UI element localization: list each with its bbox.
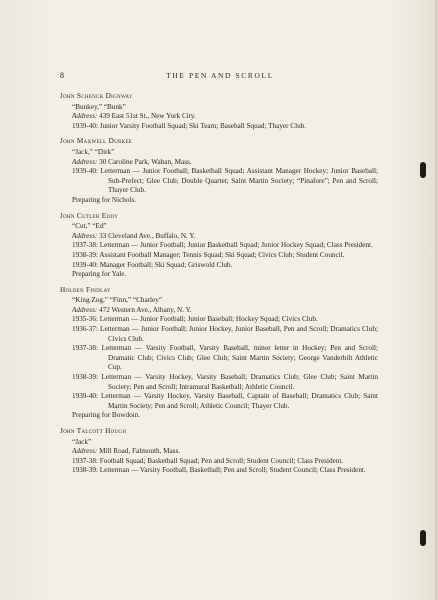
activity-record: 1937-38: Letterman — Varsity Football, Varsity Baseball, minor letter in Hockey; Pen and Scroll; Dramatic Club; Civics Club; Glee Club; Saint Martin Society; George Vanderbilt Athletic Cup.	[72, 344, 378, 372]
student-address-line	[60, 158, 378, 168]
student-name: John Schenck Dignway	[60, 92, 133, 100]
binder-hole	[420, 530, 426, 546]
activity-record: 1937-38: Football Squad; Basketball Squad; Pen and Scroll; Student Council; Class President.	[72, 456, 344, 465]
student-entry	[60, 427, 378, 476]
activity-record: 1939-40: Letterman — Varsity Hockey, Varsity Baseball, Captain of Baseball; Dramatics Club; Saint Martin Society; Pen and Scroll; Athletic Council; Thayer Club.	[72, 392, 378, 410]
student-name: John Maxwell Durkee	[60, 137, 133, 146]
running-header	[60, 71, 380, 83]
student-nickname: “Cut,” “Ed”	[72, 222, 107, 231]
student-entry	[60, 137, 378, 205]
student-entry	[60, 92, 378, 131]
college-prep-note: Preparing for Nichols.	[72, 195, 137, 204]
address-label: Address:	[72, 231, 98, 240]
activity-record: 1939-40: Letterman — Junior Football; Basketball Squad; Assistant Manager Hockey; Junior Baseball; Sub-Prefect; Glee Club; Double Quartet; Saint Martin Society; “Pinafore”; Pen and Scroll; Thayer Club.	[72, 167, 378, 195]
binder-hole	[420, 162, 426, 178]
entries-list	[60, 92, 378, 482]
activity-record: 1937-38: Letterman — Junior Football; Junior Basketball Squad; Junior Hockey Squad; Class President.	[72, 241, 373, 250]
address-label: Address:	[72, 112, 98, 121]
activity-record: 1935-36: Letterman — Junior Football; Junior Baseball; Hockey Squad; Civics Club.	[72, 315, 318, 324]
activity-record: 1936-37: Letterman — Junior Football; Junior Hockey, Junior Baseball, Pen and Scroll; Dramatics Club; Civics Club.	[72, 325, 378, 343]
student-address: 439 East 51st St., New York City.	[99, 112, 196, 121]
activity-record: 1939-40: Junior Varsity Football Squad; Ski Team; Baseball Squad; Thayer Club.	[72, 121, 307, 130]
student-name: John Talcott Hough	[60, 427, 127, 435]
student-nickname: “King Zog,” “Finn,” “Charley”	[72, 296, 163, 305]
college-prep-note: Preparing for Bowdoin.	[72, 411, 141, 420]
student-name: John Cutler Eddy	[60, 211, 119, 220]
student-entry	[60, 212, 378, 280]
page-number: 8	[60, 71, 64, 80]
student-address: 472 Western Ave., Albany, N. Y.	[99, 305, 192, 314]
student-name: Holden Findlay	[60, 285, 111, 294]
activity-record: 1938-39: Assistant Football Manager; Tennis Squad; Ski Squad; Civics Club; Student Council.	[72, 250, 345, 259]
address-label: Address:	[72, 305, 98, 314]
activity-record: 1939-40: Manager Football; Ski Squad; Griswold Club.	[72, 260, 233, 269]
student-address: Mill Road, Falmouth, Mass.	[99, 447, 181, 456]
address-label: Address:	[72, 447, 98, 456]
student-address: 33 Cleveland Ave., Buffalo, N. Y.	[99, 231, 196, 240]
student-address-line	[60, 232, 378, 242]
activity-record: 1938-39: Letterman — Varsity Football, Basketball; Pen and Scroll; Student Council; Class President.	[72, 466, 366, 475]
activity-record: 1938-39: Letterman — Varsity Hockey, Varsity Baseball; Dramatics Club; Glee Club; Saint Martin Society; Pen and Scroll; Intramural Basketball; Athletic Council.	[72, 373, 378, 391]
student-nickname: “Jack”	[72, 437, 92, 446]
running-title: THE PEN AND SCROLL	[166, 71, 274, 80]
student-nickname: “Jack,” “Dirk”	[72, 147, 115, 156]
student-nickname: “Bunkey,” “Bunk”	[72, 102, 126, 111]
student-address: 30 Caroline Park, Waban, Mass.	[99, 157, 192, 166]
address-label: Address:	[72, 157, 98, 166]
student-address-line	[60, 447, 378, 457]
college-prep-note: Preparing for Yale.	[72, 270, 127, 279]
student-address-line	[60, 112, 378, 122]
student-entry	[60, 286, 378, 421]
student-address-line	[60, 306, 378, 316]
